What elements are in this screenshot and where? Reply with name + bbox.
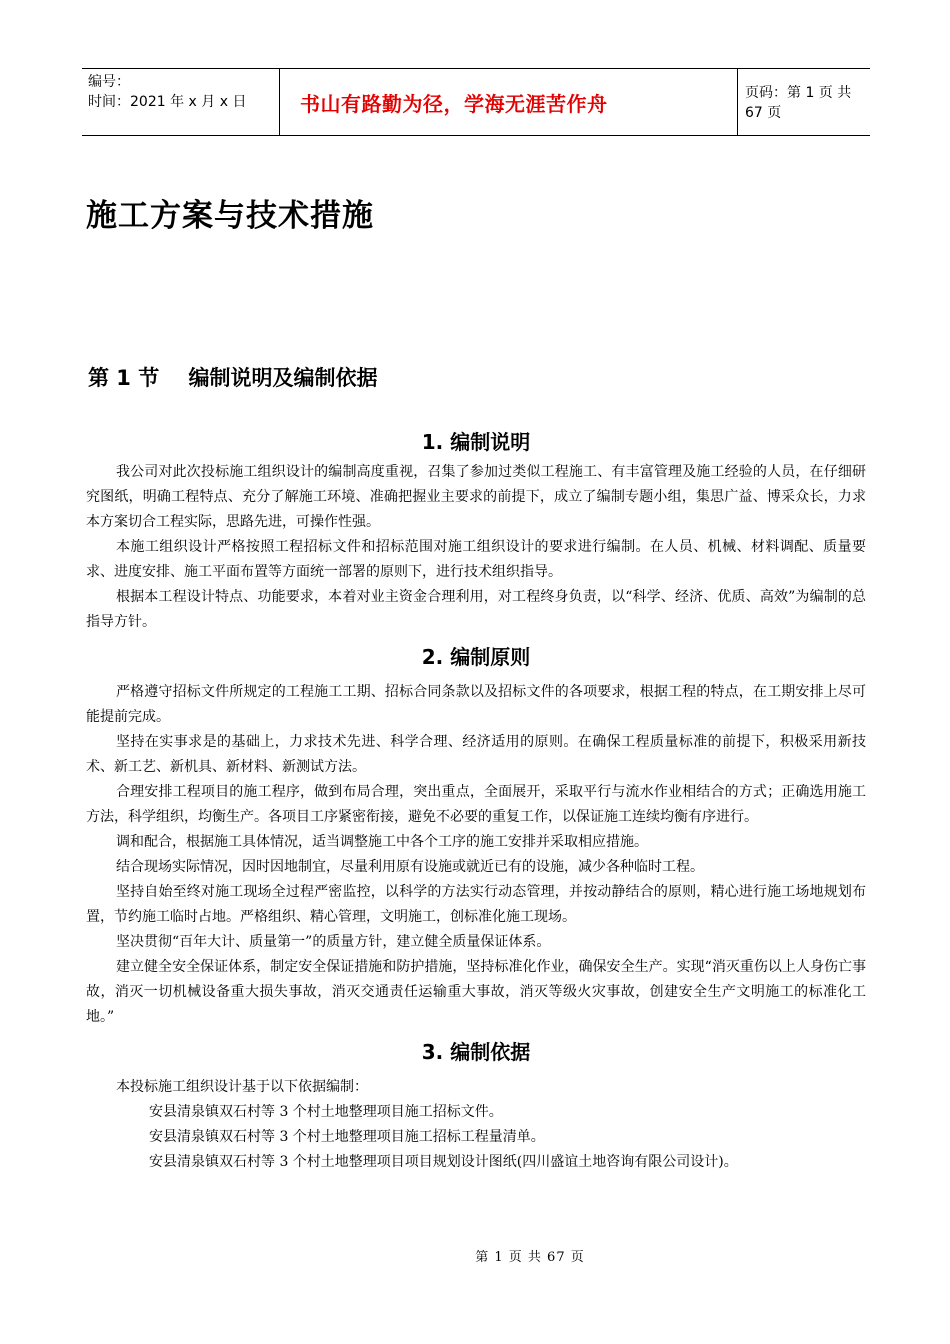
document-title: 施工方案与技术措施 xyxy=(86,198,374,234)
paragraph: 本投标施工组织设计基于以下依据编制： xyxy=(116,1079,368,1095)
paragraph: 本施工组织设计严格按照工程招标文件和招标范围对施工组织设计的要求进行编制。在人员、机械、材料调配、质量要求、进度安排、施工平面布置等方面统一部署的原则下，进行技术组织指导。 xyxy=(86,539,866,580)
time-label: 时间：2021 年 x 月 x 日 xyxy=(88,94,247,110)
subheading-2: 2. 编制原则 xyxy=(421,645,531,669)
paragraph: 坚持自始至终对施工现场全过程严密监控，以科学的方法实行动态管理，并按动静结合的原则，精心进行施工场地规划布置，节约施工临时占地。严格组织、精心管理，文明施工，创标准化施工现场。 xyxy=(86,884,866,925)
subheading-3: 3. 编制依据 xyxy=(421,1040,531,1064)
paragraph: 合理安排工程项目的施工程序，做到布局合理，突出重点，全面展开，采取平行与流水作业相结合的方式；正确选用施工方法，科学组织，均衡生产。各项目工序紧密衔接，避免不必要的重复工作，以保证施工连续均衡有序进行。 xyxy=(86,784,866,825)
paragraph: 结合现场实际情况，因时因地制宜，尽量利用原有设施或就近已有的设施，减少各种临时工程。 xyxy=(116,859,704,875)
paragraph: 根据本工程设计特点、功能要求，本着对业主资金合理利用，对工程终身负责，以“科学、经济、优质、高效”为编制的总指导方针。 xyxy=(86,589,866,630)
number-label: 编号： xyxy=(88,74,130,90)
header-meta xyxy=(82,69,280,135)
section-title: 第 1 节 编制说明及编制依据 xyxy=(88,366,378,390)
subheading-1: 1. 编制说明 xyxy=(421,430,531,454)
list-item: 安县清泉镇双石村等 3 个村土地整理项目施工招标文件。 xyxy=(149,1104,503,1120)
page-footer: 第 1 页 共 67 页 xyxy=(475,1250,585,1265)
paragraph: 坚持在实事求是的基础上，力求技术先进、科学合理、经济适用的原则。在确保工程质量标准的前提下，积极采用新技术、新工艺、新机具、新材料、新测试方法。 xyxy=(86,734,866,775)
paragraph: 调和配合，根据施工具体情况，适当调整施工中各个工序的施工安排并采取相应措施。 xyxy=(116,834,648,850)
paragraph: 我公司对此次投标施工组织设计的编制高度重视，召集了参加过类似工程施工、有丰富管理及施工经验的人员，在仔细研究图纸，明确工程特点、充分了解施工环境、准确把握业主要求的前提下，成立了编制专题小组，集思广益、博采众长，力求本方案切合工程实际，思路先进，可操作性强。 xyxy=(86,464,866,530)
paragraph: 建立健全安全保证体系，制定安全保证措施和防护措施，坚持标准化作业，确保安全生产。实现“消灭重伤以上人身伤亡事故，消灭一切机械设备重大损失事故，消灭交通责任运输重大事故，消灭等级火灾事故，创建安全生产文明施工的标准化工地。” xyxy=(86,959,866,1025)
list-item: 安县清泉镇双石村等 3 个村土地整理项目项目规划设计图纸(四川盛谊土地咨询有限公司设计)。 xyxy=(149,1154,738,1170)
header-page-label: 页码：第 1 页 共 67 页 xyxy=(745,85,852,121)
paragraph: 坚决贯彻“百年大计、质量第一”的质量方针，建立健全质量保证体系。 xyxy=(116,934,551,950)
document-body xyxy=(86,424,866,1175)
page-header xyxy=(82,68,870,136)
paragraph: 严格遵守招标文件所规定的工程施工工期、招标合同条款以及招标文件的各项要求，根据工程的特点，在工期安排上尽可能提前完成。 xyxy=(86,684,866,725)
header-motto: 书山有路勤为径，学海无涯苦作舟 xyxy=(280,69,738,135)
list-item: 安县清泉镇双石村等 3 个村土地整理项目施工招标工程量清单。 xyxy=(149,1129,545,1145)
